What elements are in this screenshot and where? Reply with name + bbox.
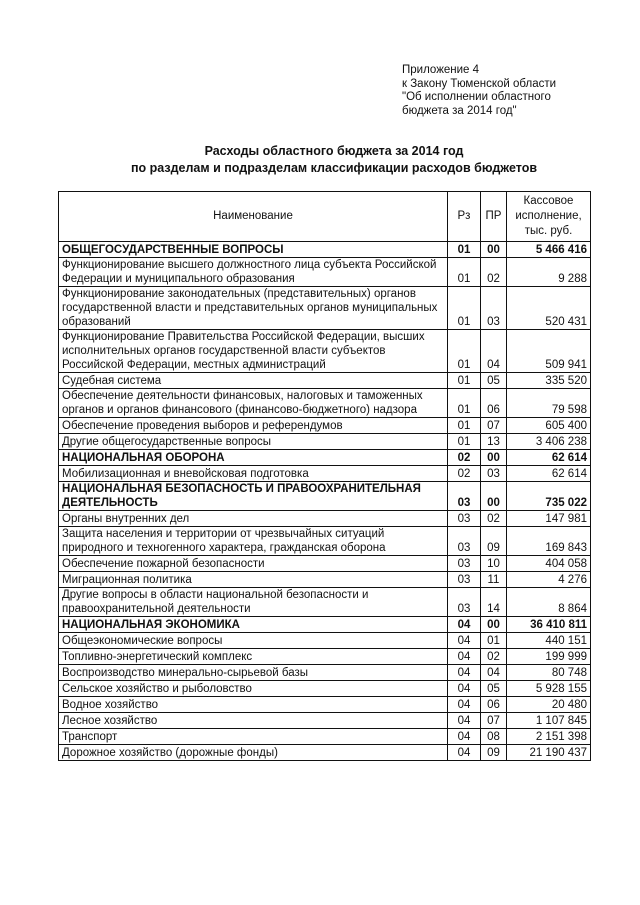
row-pr: 02 (481, 511, 507, 527)
row-pr: 07 (481, 418, 507, 434)
row-name: Общеэкономические вопросы (59, 633, 448, 649)
row-pr: 09 (481, 527, 507, 556)
table-row (59, 258, 591, 287)
row-pr: 00 (481, 450, 507, 466)
table-row (59, 681, 591, 697)
row-name: Лесное хозяйство (59, 713, 448, 729)
row-amount: 62 614 (507, 450, 591, 466)
row-amount: 509 941 (507, 330, 591, 373)
table-header-row (59, 192, 591, 242)
row-pr: 04 (481, 665, 507, 681)
table-row (59, 527, 591, 556)
row-amount: 62 614 (507, 466, 591, 482)
row-amount: 21 190 437 (507, 745, 591, 761)
table-row (59, 713, 591, 729)
row-rz: 04 (448, 745, 481, 761)
table-row (59, 588, 591, 617)
row-rz: 03 (448, 511, 481, 527)
row-pr: 14 (481, 588, 507, 617)
row-amount: 5 466 416 (507, 242, 591, 258)
row-pr: 03 (481, 287, 507, 330)
row-rz: 01 (448, 242, 481, 258)
table-row (59, 649, 591, 665)
row-rz: 03 (448, 556, 481, 572)
budget-table (58, 191, 591, 761)
row-rz: 03 (448, 572, 481, 588)
appendix-line: Приложение 4 (402, 64, 480, 76)
row-amount: 520 431 (507, 287, 591, 330)
row-amount: 4 276 (507, 572, 591, 588)
column-header-rz: Рз (448, 192, 481, 242)
table-row (59, 466, 591, 482)
row-pr: 05 (481, 681, 507, 697)
row-rz: 01 (448, 389, 481, 418)
row-pr: 05 (481, 373, 507, 389)
row-rz: 04 (448, 665, 481, 681)
row-rz: 04 (448, 713, 481, 729)
row-amount: 440 151 (507, 633, 591, 649)
row-rz: 02 (448, 450, 481, 466)
row-rz: 01 (448, 287, 481, 330)
row-name: Защита населения и территории от чрезвычайных ситуаций природного и техногенного характера, гражданская оборона (59, 527, 448, 556)
row-amount: 20 480 (507, 697, 591, 713)
row-rz: 01 (448, 434, 481, 450)
row-pr: 08 (481, 729, 507, 745)
table-row (59, 287, 591, 330)
row-amount: 3 406 238 (507, 434, 591, 450)
row-pr: 13 (481, 434, 507, 450)
row-name: Дорожное хозяйство (дорожные фонды) (59, 745, 448, 761)
row-rz: 03 (448, 482, 481, 511)
row-amount: 169 843 (507, 527, 591, 556)
row-amount: 8 864 (507, 588, 591, 617)
row-pr: 06 (481, 697, 507, 713)
table-row-section (59, 450, 591, 466)
row-amount: 199 999 (507, 649, 591, 665)
title-line: Расходы областного бюджета за 2014 год (204, 144, 464, 158)
row-rz: 03 (448, 527, 481, 556)
appendix-line: "Об исполнении областного (402, 91, 551, 103)
row-amount: 404 058 (507, 556, 591, 572)
row-pr: 02 (481, 258, 507, 287)
table-row (59, 729, 591, 745)
row-name: Обеспечение деятельности финансовых, налоговых и таможенных органов и органов финансового (финансово-бюджетного) надзора (59, 389, 448, 418)
column-header-name: Наименование (59, 192, 448, 242)
row-amount: 80 748 (507, 665, 591, 681)
table-row (59, 745, 591, 761)
row-name: ОБЩЕГОСУДАРСТВЕННЫЕ ВОПРОСЫ (59, 242, 448, 258)
row-rz: 04 (448, 697, 481, 713)
row-rz: 01 (448, 418, 481, 434)
row-name: НАЦИОНАЛЬНАЯ БЕЗОПАСНОСТЬ И ПРАВООХРАНИТЕЛЬНАЯ ДЕЯТЕЛЬНОСТЬ (59, 482, 448, 511)
table-row (59, 389, 591, 418)
table-row (59, 572, 591, 588)
table-row (59, 556, 591, 572)
column-header-amount: Кассовое исполнение, тыс. руб. (507, 192, 591, 242)
row-name: Сельское хозяйство и рыболовство (59, 681, 448, 697)
row-name: Миграционная политика (59, 572, 448, 588)
row-rz: 01 (448, 258, 481, 287)
row-rz: 04 (448, 649, 481, 665)
column-header-pr: ПР (481, 192, 507, 242)
row-rz: 01 (448, 373, 481, 389)
table-body (59, 242, 591, 761)
row-pr: 11 (481, 572, 507, 588)
row-pr: 00 (481, 242, 507, 258)
appendix-line: бюджета за 2014 год" (402, 104, 517, 117)
row-amount: 79 598 (507, 389, 591, 418)
row-amount: 9 288 (507, 258, 591, 287)
title-line: по разделам и подразделам классификации расходов бюджетов (130, 161, 538, 175)
row-name: Обеспечение пожарной безопасности (59, 556, 448, 572)
row-name: Мобилизационная и вневойсковая подготовка (59, 466, 448, 482)
row-name: Водное хозяйство (59, 697, 448, 713)
row-rz: 01 (448, 330, 481, 373)
row-pr: 04 (481, 330, 507, 373)
table-row (59, 697, 591, 713)
row-pr: 01 (481, 633, 507, 649)
table-row (59, 434, 591, 450)
appendix-line: к Закону Тюменской области (402, 77, 557, 90)
row-pr: 02 (481, 649, 507, 665)
row-pr: 00 (481, 617, 507, 633)
table-row-section (59, 482, 591, 511)
page-title (0, 143, 640, 177)
row-name: Функционирование высшего должностного лица субъекта Российской Федерации и муниципального образования (59, 258, 448, 287)
row-rz: 04 (448, 633, 481, 649)
table-row (59, 633, 591, 649)
row-name: Функционирование законодательных (представительных) органов государственной власти и представительных органов муниципальных образований (59, 287, 448, 330)
row-pr: 03 (481, 466, 507, 482)
row-name: Другие вопросы в области национальной безопасности и правоохранительной деятельности (59, 588, 448, 617)
table-row (59, 418, 591, 434)
table-row (59, 330, 591, 373)
row-amount: 36 410 811 (507, 617, 591, 633)
row-pr: 07 (481, 713, 507, 729)
row-amount: 2 151 398 (507, 729, 591, 745)
row-name: Воспроизводство минерально-сырьевой базы (59, 665, 448, 681)
row-rz: 04 (448, 729, 481, 745)
row-rz: 03 (448, 588, 481, 617)
row-amount: 335 520 (507, 373, 591, 389)
row-name: Другие общегосударственные вопросы (59, 434, 448, 450)
row-pr: 06 (481, 389, 507, 418)
row-amount: 735 022 (507, 482, 591, 511)
row-name: НАЦИОНАЛЬНАЯ ЭКОНОМИКА (59, 617, 448, 633)
row-name: НАЦИОНАЛЬНАЯ ОБОРОНА (59, 450, 448, 466)
table-row (59, 511, 591, 527)
table-row-section (59, 617, 591, 633)
row-name: Топливно-энергетический комплекс (59, 649, 448, 665)
row-rz: 02 (448, 466, 481, 482)
row-name: Обеспечение проведения выборов и референдумов (59, 418, 448, 434)
row-pr: 00 (481, 482, 507, 511)
table-row (59, 665, 591, 681)
row-amount: 5 928 155 (507, 681, 591, 697)
row-amount: 605 400 (507, 418, 591, 434)
row-name: Функционирование Правительства Российской Федерации, высших исполнительных органов государственной власти субъектов Российской Федерации, местных администраций (59, 330, 448, 373)
table-row (59, 373, 591, 389)
row-name: Транспорт (59, 729, 448, 745)
row-pr: 09 (481, 745, 507, 761)
table-row-section (59, 242, 591, 258)
row-pr: 10 (481, 556, 507, 572)
row-amount: 147 981 (507, 511, 591, 527)
row-amount: 1 107 845 (507, 713, 591, 729)
appendix-note (402, 64, 556, 118)
row-name: Органы внутренних дел (59, 511, 448, 527)
row-rz: 04 (448, 681, 481, 697)
row-name: Судебная система (59, 373, 448, 389)
row-rz: 04 (448, 617, 481, 633)
